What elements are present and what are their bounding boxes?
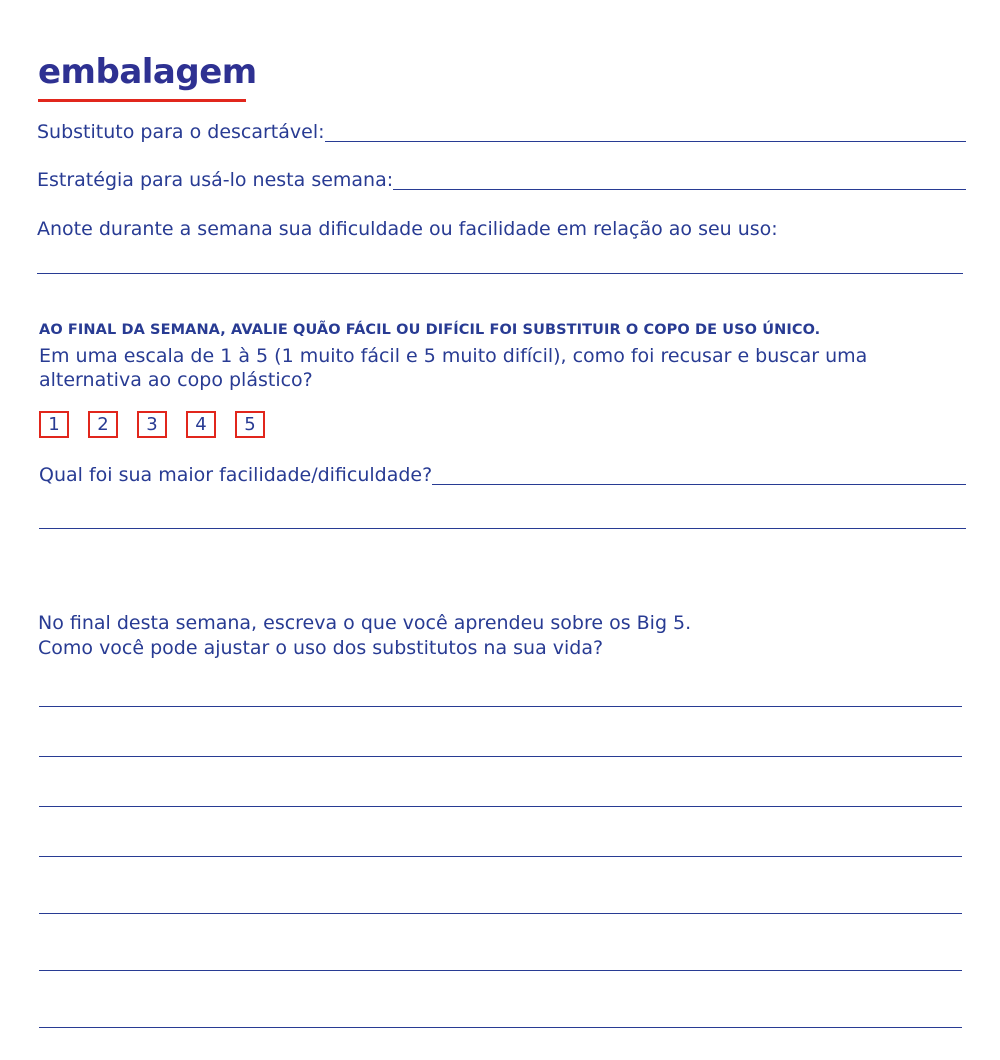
notes-answer-line[interactable] (37, 273, 963, 274)
rating-option-3[interactable]: 3 (137, 411, 167, 438)
rating-scale (39, 411, 265, 438)
reflection-answer-line[interactable] (39, 913, 962, 914)
strategy-label: Estratégia para usá-lo nesta semana: (37, 169, 394, 191)
reflection-answer-line[interactable] (39, 706, 962, 707)
reflection-answer-line[interactable] (39, 970, 962, 971)
strategy-answer-line[interactable] (393, 189, 966, 190)
notes-prompt: Anote durante a semana sua dificuldade ou facilidade em relação ao seu uso: (37, 218, 778, 240)
rating-option-2[interactable]: 2 (88, 411, 118, 438)
reflection-line-2: Como você pode ajustar o uso dos substitutos na sua vida? (38, 637, 604, 659)
strategy-field[interactable] (37, 169, 966, 191)
reflection-line-1: No final desta semana, escreva o que você aprendeu sobre os Big 5. (38, 612, 692, 634)
reflection-answer-line[interactable] (39, 756, 962, 757)
rating-option-4[interactable]: 4 (186, 411, 216, 438)
difficulty-label: Qual foi sua maior facilidade/dificuldade? (39, 464, 433, 486)
difficulty-answer-line[interactable] (432, 484, 966, 485)
rating-option-5[interactable]: 5 (235, 411, 265, 438)
rating-option-1[interactable]: 1 (39, 411, 69, 438)
substitute-label: Substituto para o descartável: (37, 121, 325, 143)
scale-question: Em uma escala de 1 à 5 (1 muito fácil e 5 muito difícil), como foi recusar e buscar uma alternativa ao copo plástico? (39, 345, 868, 391)
evaluation-instruction: AO FINAL DA SEMANA, AVALIE QUÃO FÁCIL OU DIFÍCIL FOI SUBSTITUIR O COPO DE USO ÚNICO. (39, 322, 821, 338)
difficulty-answer-line-2[interactable] (39, 528, 966, 529)
reflection-answer-line[interactable] (39, 1027, 962, 1028)
substitute-field[interactable] (37, 121, 966, 143)
title-underline (38, 99, 246, 102)
page-title: embalagem (38, 52, 257, 92)
reflection-answer-line[interactable] (39, 806, 962, 807)
difficulty-field[interactable] (39, 464, 966, 486)
substitute-answer-line[interactable] (325, 141, 966, 142)
reflection-answer-line[interactable] (39, 856, 962, 857)
